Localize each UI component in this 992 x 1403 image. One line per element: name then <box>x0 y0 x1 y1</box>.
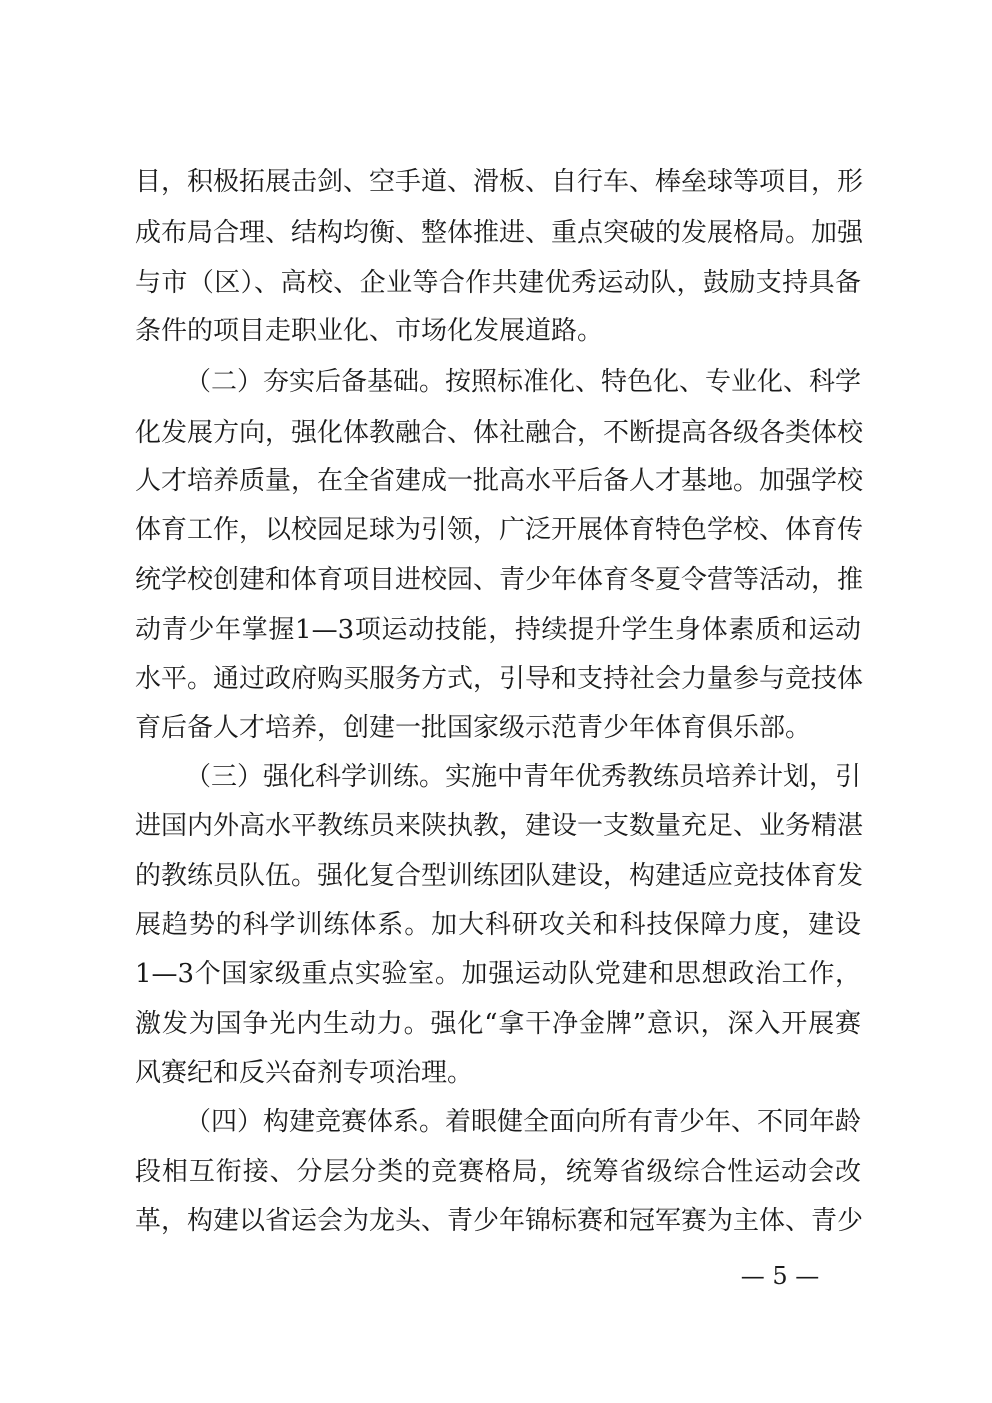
text-line: 成布局合理、结构均衡、整体推进、重点突破的发展格局。加强 <box>135 218 864 248</box>
text-line: 段相互衔接、分层分类的竞赛格局，统筹省级综合性运动会改 <box>135 1157 861 1187</box>
section-heading-line: （三）强化科学训练。实施中青年优秀教练员培养计划，引 <box>185 762 862 792</box>
text-line: 与市（区）、高校、企业等合作共建优秀运动队，鼓励支持具备 <box>135 268 861 298</box>
page-number: — 5 — <box>740 1262 820 1290</box>
text-line: 体育工作，以校园足球为引领，广泛开展体育特色学校、体育传 <box>135 515 864 545</box>
section-heading-line: （四）构建竞赛体系。着眼健全面向所有青少年、不同年龄 <box>185 1107 862 1137</box>
text-line: 统学校创建和体育项目进校园、青少年体育冬夏令营等活动，推 <box>135 565 864 595</box>
text-line: 目，积极拓展击剑、空手道、滑板、自行车、棒垒球等项目，形 <box>135 167 864 197</box>
text-line: 风赛纪和反兴奋剂专项治理。 <box>135 1058 474 1088</box>
section-heading-line: （二）夯实后备基础。按照标准化、特色化、专业化、科学 <box>185 367 862 397</box>
text-line: 展趋势的科学训练体系。加大科研攻关和科技保障力度，建设 <box>135 910 861 940</box>
text-line: 条件的项目走职业化、市场化发展道路。 <box>135 316 604 346</box>
text-line: 化发展方向，强化体教融合、体社融合，不断提高各级各类体校 <box>135 418 864 448</box>
text-line: 水平。通过政府购买服务方式，引导和支持社会力量参与竞技体 <box>135 664 864 694</box>
text-line: 人才培养质量，在全省建成一批高水平后备人才基地。加强学校 <box>135 466 864 496</box>
text-line: 育后备人才培养，创建一批国家级示范青少年体育俱乐部。 <box>135 713 812 743</box>
text-line: 革，构建以省运会为龙头、青少年锦标赛和冠军赛为主体、青少 <box>135 1206 864 1236</box>
text-line: 进国内外高水平教练员来陕执教，建设一支数量充足、业务精湛 <box>135 811 864 841</box>
text-line: 激发为国争光内生动力。强化“拿干净金牌”意识，深入开展赛 <box>135 1009 861 1039</box>
text-line: 的教练员队伍。强化复合型训练团队建设，构建适应竞技体育发 <box>135 861 864 891</box>
text-line: 动青少年掌握1—3项运动技能，持续提升学生身体素质和运动 <box>135 615 861 645</box>
text-line: 1—3个国家级重点实验室。加强运动队党建和思想政治工作， <box>135 959 861 989</box>
